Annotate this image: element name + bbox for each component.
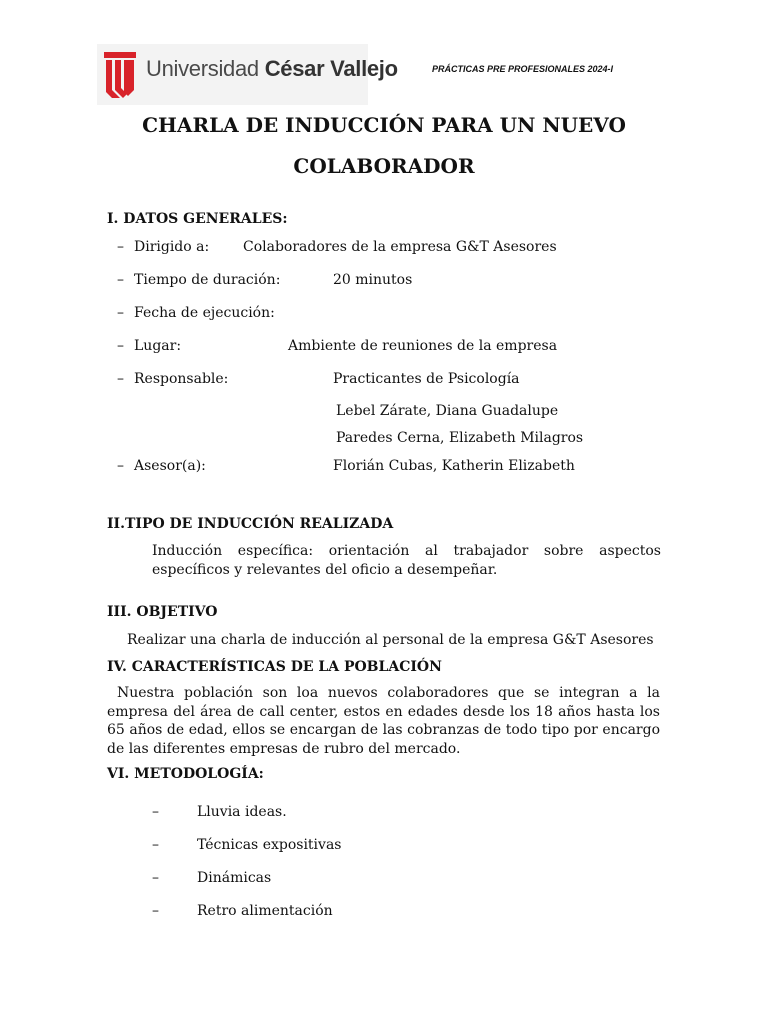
poblacion-text: Nuestra población son loa nuevos colaboradores que se integran a la empresa del área de call center, estos en edades desde los 18 años hasta los 65 años de edad, ellos se encargan de las cobranzas de todo tipo por encargo de las diferentes empresas de rubro del mercado. (107, 685, 660, 757)
dash: – (152, 903, 159, 919)
datos-label: Responsable: (134, 371, 229, 387)
tipo-induccion-text: Inducción específica: orientación al trabajador sobre aspectos específicos y relevantes del oficio a desempeñar. (152, 543, 661, 578)
datos-label: Fecha de ejecución: (134, 305, 275, 321)
datos-label: Dirigido a: (134, 239, 210, 255)
dash: – (152, 870, 159, 886)
dash: – (117, 272, 124, 288)
dash: – (117, 305, 124, 321)
datos-value: 20 minutos (333, 272, 413, 288)
logo-text: Universidad César Vallejo (146, 56, 398, 81)
datos-label: Tiempo de duración: (134, 272, 281, 288)
section-heading-datos-generales: I. DATOS GENERALES: (107, 211, 288, 227)
dash: – (152, 837, 159, 853)
dash: – (117, 338, 124, 354)
objetivo-text: Realizar una charla de inducción al personal de la empresa G&T Asesores (127, 632, 654, 648)
responsable-name: Lebel Zárate, Diana Guadalupe (336, 403, 559, 419)
metodologia-item: Lluvia ideas. (197, 804, 287, 820)
responsable-name: Paredes Cerna, Elizabeth Milagros (336, 430, 584, 446)
metodologia-item: Técnicas expositivas (197, 837, 342, 853)
section-heading-metodologia: VI. METODOLOGÍA: (107, 766, 264, 782)
datos-value: Colaboradores de la empresa G&T Asesores (243, 239, 557, 255)
datos-label: Asesor(a): (134, 458, 206, 474)
section-heading-tipo-induccion: II.TIPO DE INDUCCIÓN REALIZADA (107, 516, 394, 532)
page-title-line1: CHARLA DE INDUCCIÓN PARA UN NUEVO (142, 113, 626, 137)
metodologia-item: Retro alimentación (197, 903, 333, 919)
university-shield-icon (103, 50, 137, 100)
datos-value: Practicantes de Psicología (333, 371, 520, 387)
page-title-line2: COLABORADOR (293, 154, 475, 178)
datos-value: Florián Cubas, Katherin Elizabeth (333, 458, 575, 474)
metodologia-item: Dinámicas (197, 870, 272, 886)
dash: – (117, 239, 124, 255)
section-heading-poblacion: IV. CARACTERÍSTICAS DE LA POBLACIÓN (107, 659, 442, 675)
datos-value: Ambiente de reuniones de la empresa (288, 338, 558, 354)
dash: – (152, 804, 159, 820)
dash: – (117, 371, 124, 387)
datos-label: Lugar: (134, 338, 182, 354)
section-heading-objetivo: III. OBJETIVO (107, 604, 218, 620)
dash: – (117, 458, 124, 474)
header-period: PRÁCTICAS PRE PROFESIONALES 2024-I (432, 64, 614, 74)
